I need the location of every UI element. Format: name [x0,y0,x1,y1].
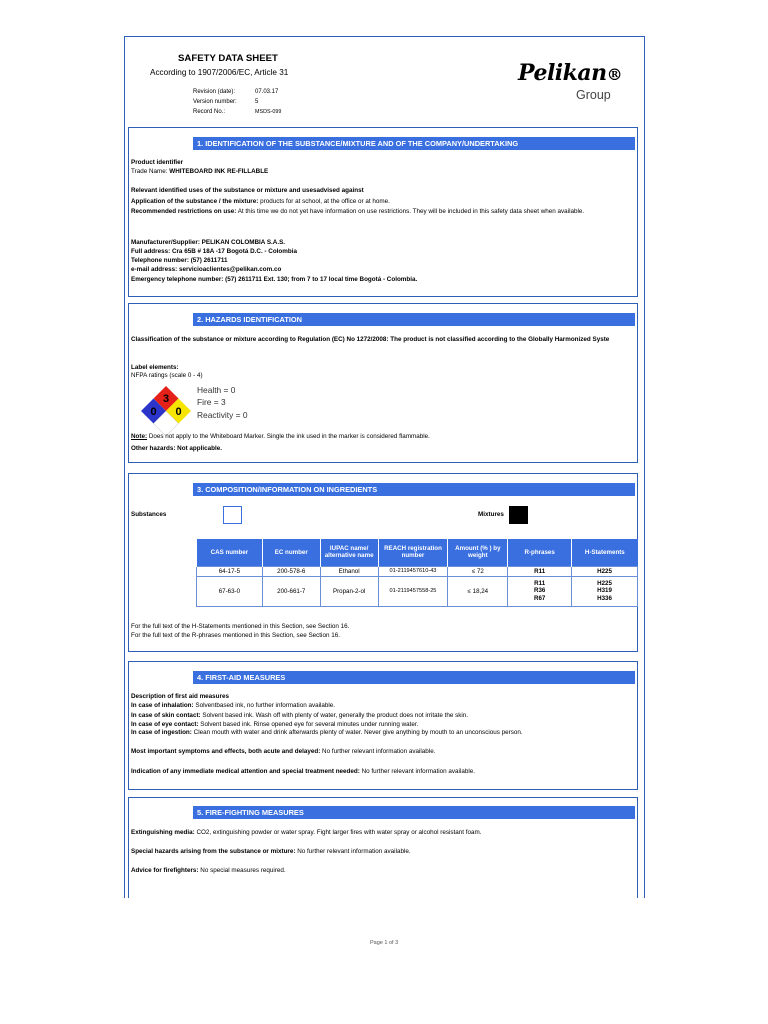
advice-value: No special measures required. [200,867,286,874]
special-hazards-value: No further relevant information available. [297,848,411,855]
advice-label: Advice for firefighters: [131,867,199,874]
relevant-uses: Relevant identified uses of the substance or mixture and usesadvised against [131,187,364,194]
col-reach: REACH registration number [378,539,448,566]
logo-group: Group [576,88,611,102]
nfpa-health-value: 0 [150,406,157,418]
nfpa-fire-value: 3 [162,393,170,405]
mixtures-checkbox[interactable] [509,506,528,524]
email: e-mail address: servicioaclientes@pelikan.com.co [131,266,282,273]
cell-ec: 200-661-7 [262,576,320,606]
skin-value: Solvent based ink. Wash off with plenty of water, generally the product does not irritate the skin. [202,712,469,719]
other-hazards: Other hazards: Not applicable. [131,445,222,452]
section-5 [128,797,638,898]
record-value: MSDS-099 [255,109,282,115]
revision-value: 07.03.17 [255,89,279,95]
section-3-heading: 3. COMPOSITION/INFORMATION ON INGREDIENTS [193,483,635,496]
nfpa-reactivity-value: 0 [175,406,182,418]
skin-label: In case of skin contact: [131,712,201,719]
col-amount: Amount (% ) by weight [448,539,508,566]
ingestion-value: Clean mouth with water and drink afterwards plenty of water. Never give anything by mouth to an unconscious person. [193,729,523,736]
cell-reach: 01-2119457610-43 [378,566,448,576]
attention-label: Indication of any immediate medical attention and special treatment needed: [131,768,360,775]
note-value: Does not apply to the Whiteboard Marker. Single the ink used in the marker is considered flammable. [148,433,430,440]
product-identifier: Product identifier [131,159,184,166]
section-4-heading: 4. FIRST-AID MEASURES [193,671,635,684]
section-2-heading: 2. HAZARDS IDENTIFICATION [193,313,635,326]
table-row [197,576,638,606]
col-ec: EC number [262,539,320,566]
cell-h-statements: H225 [572,566,638,576]
application-label: Application of the substance / the mixture: [131,198,259,205]
page-number: Page 1 of 3 [370,940,399,946]
fire-rating: Fire = 3 [197,397,226,407]
composition-table [196,539,638,607]
first-aid-description: Description of first aid measures [131,693,229,700]
cell-cas: 67-63-0 [197,576,263,606]
ingestion-label: In case of ingestion: [131,729,192,736]
revision-label: Revision (date): [193,89,236,95]
version-value: 5 [255,99,259,105]
label-elements: Label elements: [131,364,179,371]
footnote-h-statements: For the full text of the H-Statements mentioned in this Section, see Section 16. [131,623,350,630]
table-header-row [197,539,638,566]
substances-label: Substances [131,511,167,518]
health-rating: Health = 0 [197,385,236,395]
trade-name-label: Trade Name: [131,168,168,175]
cell-iupac: Ethanol [320,566,378,576]
logo-mark: ® [606,65,623,84]
cell-amount: ≤ 72 [448,566,508,576]
cell-reach: 01-2119457558-25 [378,576,448,606]
footnote-r-phrases: For the full text of the R-phrases mentioned in this Section, see Section 16. [131,632,340,639]
logo-brand: Pelikan [518,60,607,86]
manufacturer: Manufacturer/Supplier: PELIKAN COLOMBIA S.A.S. [131,239,286,246]
table-row [197,566,638,576]
application-value: products for at school, at the office or at home. [260,198,390,205]
cell-r-phrases: R11 R36 R67 [508,576,572,606]
eye-label: In case of eye contact: [131,721,199,728]
mixtures-label: Mixtures [478,511,504,518]
restrictions-label: Recommended restrictions on use: [131,208,237,215]
version-label: Version number: [193,99,237,105]
extinguishing-label: Extinguishing media: [131,829,195,836]
inhalation-value: Solventbased ink, no further information available. [195,702,336,709]
emergency-phone: Emergency telephone number: (57) 2611711 Ext. 130; from 7 to 17 local time Bogotá - Colombia. [131,276,418,283]
col-r-phrases: R-phrases [508,539,572,566]
nfpa-diamond-icon [140,385,192,437]
cell-amount: ≤ 18,24 [448,576,508,606]
trade-name-value: WHITEBOARD INK RE-FILLABLE [169,168,269,175]
cell-r-phrases: R11 [508,566,572,576]
nfpa-ratings: NFPA ratings (scale 0 - 4) [131,372,203,379]
section-1 [128,127,638,297]
classification: Classification of the substance or mixture according to Regulation (EC) No 1272/2008: The product is not classified according to the Globally Harmonized Syste [131,336,610,343]
section-2 [128,303,638,463]
col-cas: CAS number [197,539,263,566]
section-5-heading: 5. FIRE-FIGHTING MEASURES [193,806,635,819]
inhalation-label: In case of inhalation: [131,702,194,709]
section-3 [128,473,638,652]
telephone: Telephone number: (57) 2611711 [131,257,228,264]
reactivity-rating: Reactivity = 0 [197,410,248,420]
eye-value: Solvent based ink. Rinse opened eye for several minutes under running water. [200,721,419,728]
pelikan-logo [518,60,623,102]
document-title: SAFETY DATA SHEET [178,53,278,64]
col-iupac: IUPAC name/ alternative name [320,539,378,566]
note-label: Note: [131,433,148,440]
cell-iupac: Propan-2-ol [320,576,378,606]
attention-value: No further relevant information available. [361,768,475,775]
document-subtitle: According to 1907/2006/EC, Article 31 [150,68,289,77]
cell-ec: 200-578-6 [262,566,320,576]
section-4 [128,661,638,790]
extinguishing-value: CO2, extinguishing powder or water spray. Fight larger fires with water spray or alcohol resistant foam. [196,829,482,836]
col-h-statements: H-Statements [572,539,638,566]
restrictions-value: At this time we do not yet have information on use restrictions. They will be included in this safety data sheet when available. [237,208,585,215]
record-label: Record No.: [193,109,226,115]
substances-checkbox[interactable] [223,506,242,524]
address: Full address: Cra 65B # 18A -17 Bogotá D.C. - Colombia [131,248,297,255]
symptoms-value: No further relevant information available. [322,748,436,755]
special-hazards-label: Special hazards arising from the substance or mixture: [131,848,296,855]
cell-h-statements: H225 H319 H336 [572,576,638,606]
section-1-heading: 1. IDENTIFICATION OF THE SUBSTANCE/MIXTURE AND OF THE COMPANY/UNDERTAKING [193,137,635,150]
symptoms-label: Most important symptoms and effects, both acute and delayed: [131,748,321,755]
cell-cas: 64-17-5 [197,566,263,576]
